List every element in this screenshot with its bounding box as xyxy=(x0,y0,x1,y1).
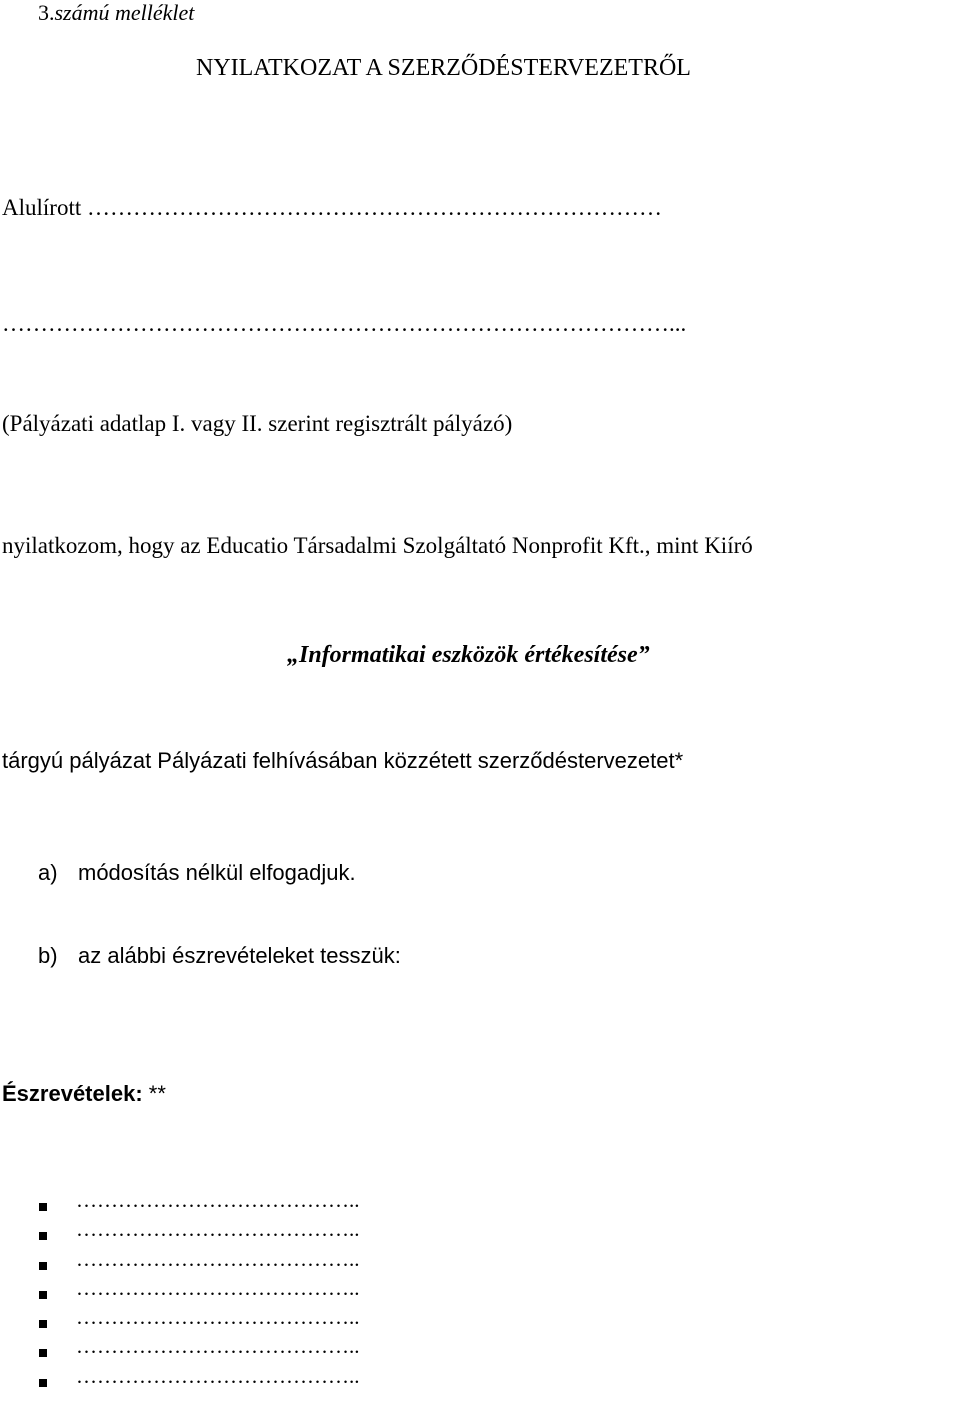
option-a xyxy=(38,862,356,884)
dotted-fill-line: ………………………………….. xyxy=(76,1217,360,1242)
annex-label xyxy=(38,2,194,24)
registration-note: (Pályázati adatlap I. vagy II. szerint regisztrált pályázó) xyxy=(2,411,513,436)
square-bullet-icon xyxy=(39,1349,47,1357)
observations-heading xyxy=(2,1083,166,1105)
option-a-label: a) xyxy=(38,860,58,885)
square-bullet-icon xyxy=(39,1232,47,1240)
dotted-fill-line: ………………………………….. xyxy=(76,1305,360,1330)
dotted-fill-line: ………………………………….. xyxy=(76,1188,360,1212)
observations-label: Észrevételek: xyxy=(2,1081,143,1106)
square-bullet-icon xyxy=(39,1203,47,1211)
tender-subject-title: „Informatikai eszközök értékesítése” xyxy=(287,642,650,668)
option-a-text: módosítás nélkül elfogadjuk. xyxy=(78,860,356,885)
declaration-text: nyilatkozom, hogy az Educatio Társadalmi Szolgáltató Nonprofit Kft., mint Kiíró xyxy=(2,533,753,558)
dotted-fill-line: ………………………………….. xyxy=(76,1275,360,1300)
option-b xyxy=(38,945,401,967)
dotted-fill-line: ………………………………….. xyxy=(76,1334,360,1359)
observations-marks: ** xyxy=(142,1081,166,1106)
square-bullet-icon xyxy=(39,1262,47,1270)
option-b-label: b) xyxy=(38,943,58,968)
dotted-fill-line: ………………………………….. xyxy=(76,1363,360,1388)
square-bullet-icon xyxy=(39,1320,47,1328)
undersigned-line: Alulírott ………………………………………………………………… xyxy=(2,195,662,220)
blank-dotted-line: ……………………………………………………………………………... xyxy=(2,311,687,336)
dotted-fill-line: ………………………………….. xyxy=(76,1246,360,1271)
square-bullet-icon xyxy=(39,1379,47,1387)
option-b-text: az alábbi észrevételeket tesszük: xyxy=(78,943,401,968)
subject-line: tárgyú pályázat Pályázati felhívásában közzétett szerződéstervezetet* xyxy=(2,748,684,773)
annex-number: 3. xyxy=(38,0,55,25)
document-title: NYILATKOZAT A SZERZŐDÉSTERVEZETRŐL xyxy=(196,55,691,81)
annex-text: számú melléklet xyxy=(54,0,195,25)
square-bullet-icon xyxy=(39,1291,47,1299)
